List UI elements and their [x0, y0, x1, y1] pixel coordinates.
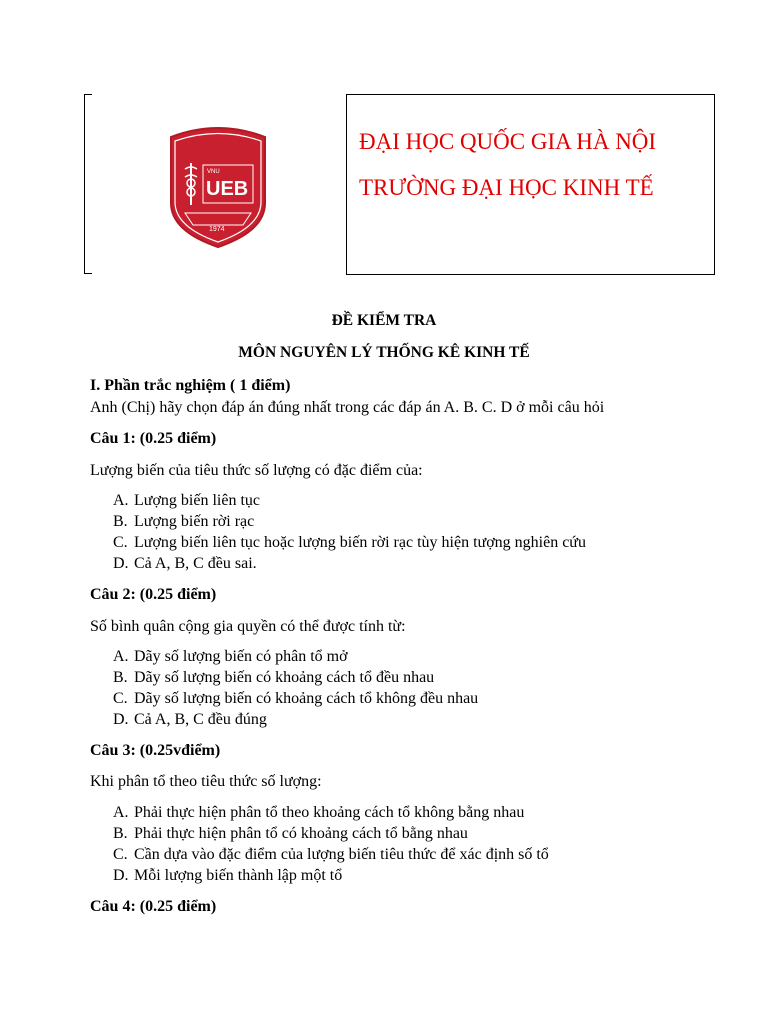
header-left-box [84, 94, 347, 274]
question-3-option-c [113, 846, 549, 864]
option-text: Cả A, B, C đều đúng [134, 711, 267, 728]
option-text: Dãy số lượng biến có phân tổ mở [134, 648, 348, 665]
question-1-option-a [113, 492, 260, 510]
option-key: B. [113, 669, 128, 686]
question-2-option-a [113, 648, 348, 666]
option-text: Cả A, B, C đều sai. [134, 555, 257, 572]
header-right-box [346, 94, 715, 275]
question-3-label: Câu 3: (0.25vđiểm) [90, 742, 221, 759]
option-key: B. [113, 513, 128, 530]
question-3-option-d [113, 867, 342, 885]
option-key: D. [113, 555, 129, 572]
option-text: Lượng biến liên tục hoặc lượng biến rời rạc tùy hiện tượng nghiên cứu [134, 534, 586, 551]
logo-year-text: 1974 [209, 226, 225, 233]
question-4-label: Câu 4: (0.25 điểm) [90, 898, 217, 915]
question-3-text: Khi phân tổ theo tiêu thức số lượng: [90, 773, 322, 790]
option-text: Dãy số lượng biến có khoảng cách tổ đều nhau [134, 669, 435, 686]
exam-title: ĐỀ KIỂM TRA [331, 312, 437, 329]
question-1-option-b [113, 513, 254, 531]
question-3-option-b [113, 825, 468, 843]
option-key: B. [113, 825, 128, 842]
option-text: Dãy số lượng biến có khoảng cách tổ không đều nhau [134, 690, 479, 707]
option-text: Phải thực hiện phân tổ có khoảng cách tổ bằng nhau [134, 825, 468, 842]
question-2-option-b [113, 669, 434, 687]
question-1-option-c [113, 534, 586, 552]
subject-title: MÔN NGUYÊN LÝ THỐNG KÊ KINH TẾ [238, 344, 530, 361]
section-instruction: Anh (Chị) hãy chọn đáp án đúng nhất trong các đáp án A. B. C. D ở mỗi câu hỏi [90, 399, 605, 416]
logo-vnu-text: VNU [207, 169, 220, 175]
option-text: Lượng biến liên tục [134, 492, 260, 509]
option-key: A. [113, 804, 129, 821]
question-1-label: Câu 1: (0.25 điểm) [90, 430, 217, 447]
option-key: C. [113, 534, 128, 551]
school-name: TRƯỜNG ĐẠI HỌC KINH TẾ [359, 175, 654, 200]
question-2-option-d [113, 711, 267, 729]
option-key: A. [113, 492, 129, 509]
option-text: Cần dựa vào đặc điểm của lượng biến tiêu thức để xác định số tổ [134, 846, 549, 863]
question-2-label: Câu 2: (0.25 điểm) [90, 586, 217, 603]
option-text: Phải thực hiện phân tổ theo khoảng cách tổ không bằng nhau [134, 804, 525, 821]
option-key: D. [113, 867, 129, 884]
question-2-text: Số bình quân cộng gia quyền có thể được tính từ: [90, 618, 406, 635]
option-key: A. [113, 648, 129, 665]
university-name: ĐẠI HỌC QUỐC GIA HÀ NỘI [359, 129, 657, 154]
option-text: Lượng biến rời rạc [134, 513, 255, 530]
question-1-text: Lượng biến của tiêu thức số lượng có đặc điểm của: [90, 462, 423, 479]
question-2-option-c [113, 690, 478, 708]
option-key: D. [113, 711, 129, 728]
option-text: Mỗi lượng biến thành lập một tổ [134, 867, 343, 884]
option-key: C. [113, 846, 128, 863]
question-1-option-d [113, 555, 257, 573]
section-heading: I. Phần trắc nghiệm ( 1 điểm) [90, 377, 291, 394]
question-3-option-a [113, 804, 524, 822]
option-key: C. [113, 690, 128, 707]
ueb-shield-logo [169, 123, 267, 249]
logo-ueb-text: UEB [206, 178, 249, 200]
